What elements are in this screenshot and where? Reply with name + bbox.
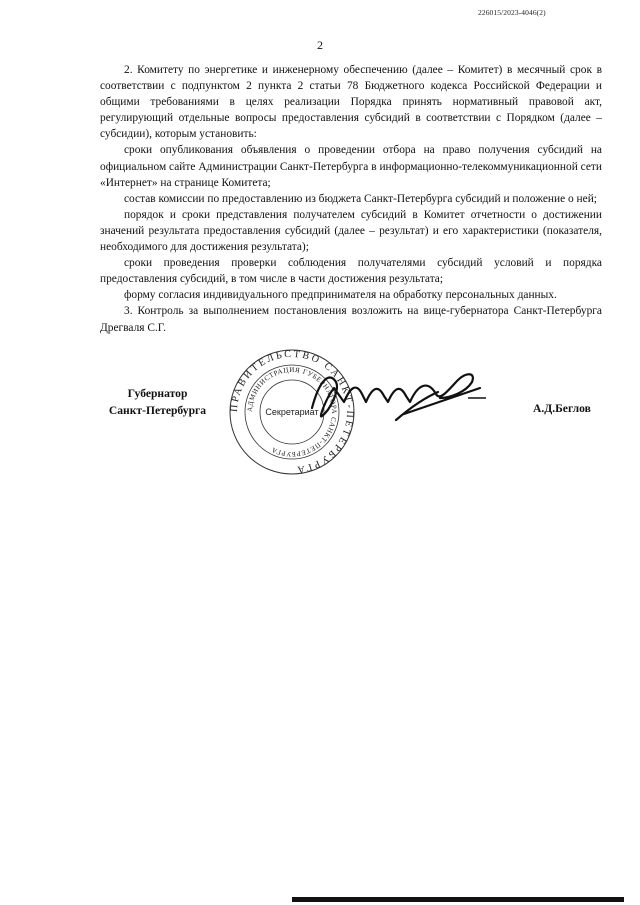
seal-center-text: Секретариат xyxy=(265,407,319,417)
document-body xyxy=(100,62,602,336)
seal-outer-text: ПРАВИТЕЛЬСТВО САНКТ-ПЕТЕРБУРГА xyxy=(228,348,356,476)
scan-edge-bar xyxy=(292,897,624,902)
seal-inner-text: АДМИНИСТРАЦИЯ ГУБЕРНАТОРА САНКТ-ПЕТЕРБУРГА xyxy=(245,365,339,459)
paragraph-inspection: сроки проведения проверки соблюдения получателями субсидий условий и порядка предоставления субсидий, в том числе в части достижения результата; xyxy=(100,257,602,286)
paragraph-consent-form: форму согласия индивидуального предпринимателя на обработку персональных данных. xyxy=(124,289,557,302)
paragraph-reporting: порядок и сроки представления получателем субсидий в Комитет отчетности о достижении значений результата предоставления субсидий (далее – результат) и его характеристики (показателя, необходимого для достижения результата); xyxy=(100,208,602,254)
page-number: 2 xyxy=(317,38,323,52)
paragraph-item-2: 2. Комитету по энергетике и инженерному обеспечению (далее – Комитет) в месячный срок в соответствии с подпунктом 2 пункта 2 статьи 78 Бюджетного кодекса Российской Федерации и общими требованиями в целях реализации Порядка принять нормативный правовой акт, регулирующий отдельные вопросы предоставления субсидий в соответствии с Порядком (далее – субсидии), которым установить: xyxy=(100,64,602,141)
signatory-title-line2: Санкт-Петербурга xyxy=(108,403,207,417)
handwritten-signature xyxy=(300,358,500,428)
document-registration-number: 226015/2023-4046(2) xyxy=(478,8,546,17)
paragraph-item-3: 3. Контроль за выполнением постановления возложить на вице-губернатора Санкт-Петербурга Дрегваля С.Г. xyxy=(100,305,602,334)
signatory-title xyxy=(100,386,215,419)
paragraph-commission: состав комиссии по предоставлению из бюджета Санкт-Петербурга субсидий и положение о ней; xyxy=(124,192,597,205)
paragraph-publication-terms: сроки опубликования объявления о проведении отбора на право получения субсидий на официальном сайте Администрации Санкт-Петербурга в информационно-телекоммуникационной сети «Интернет» на странице Комитета; xyxy=(100,144,602,189)
signatory-name: А.Д.Беглов xyxy=(533,402,591,415)
signatory-title-line1: Губернатор xyxy=(127,387,188,400)
